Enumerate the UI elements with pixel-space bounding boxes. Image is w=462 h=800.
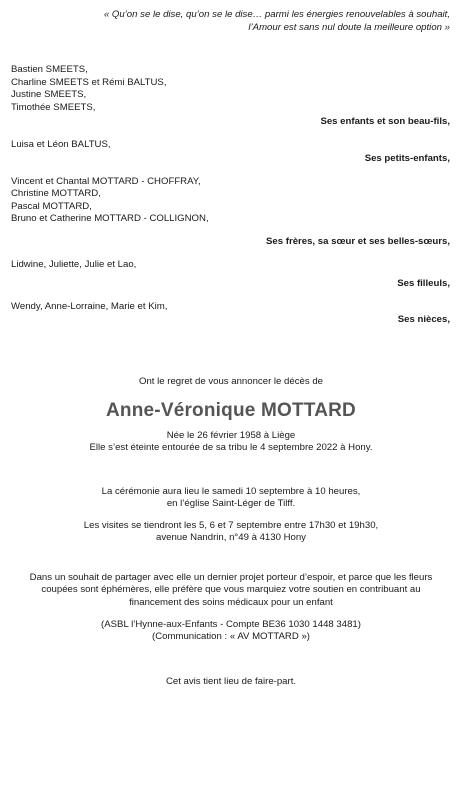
birth-line: Née le 26 février 1958 à Liège [166,430,296,441]
ceremony-line-1: La cérémonie aura lieu le samedi 10 septembre à 10 heures, [101,486,361,497]
godchildren-relation: Ses filleuls, [397,278,450,289]
death-line: Elle s’est éteinte entourée de sa tribu le 4 septembre 2022 à Hony. [89,442,373,454]
grandchildren-names: Luisa et Léon BALTUS, [11,139,111,150]
wish-line-1: Dans un souhait de partager avec elle un dernier projet porteur d’espoir, et parce que les fleurs [29,572,433,583]
quote-line-2: l’Amour est sans nul doute la meilleure option » [248,21,450,33]
opening-quote [10,9,450,34]
sibling-name-2: Christine MOTTARD, [11,188,101,199]
donation-account: (ASBL l’Hynne-aux-Enfants - Compte BE36 1030 1448 3481) [101,619,361,630]
visits-line-1: Les visites se tiendront les 5, 6 et 7 septembre entre 17h30 et 19h30, [83,520,379,531]
announcement-dates [0,430,462,455]
children-name-1: Bastien SMEETS, [11,64,88,75]
sibling-name-4: Bruno et Catherine MOTTARD - COLLIGNON, [11,213,209,224]
children-name-2: Charline SMEETS et Rémi BALTUS, [11,77,167,88]
quote-line-1: « Qu’on se le dise, qu’on se le dise… parmi les énergies renouvelables à souhait, [103,9,450,20]
donation-communication: (Communication : « AV MOTTARD ») [152,631,310,643]
nieces-relation: Ses nièces, [397,314,450,325]
sibling-name-1: Vincent et Chantal MOTTARD - CHOFFRAY, [11,176,201,187]
sibling-name-3: Pascal MOTTARD, [11,201,92,212]
ceremony-line-2: en l’église Saint-Léger de Tilff. [166,498,296,510]
nieces-names: Wendy, Anne-Lorraine, Marie et Kim, [11,301,168,312]
visits-info [0,520,462,545]
donation-wish [0,572,462,609]
ceremony-info [0,486,462,511]
siblings-relation: Ses frères, sa sœur et ses belles-sœurs, [266,236,450,247]
wish-line-2: coupées sont éphémères, elle préfère que vous marquiez votre soutien en contribuant au [41,584,421,596]
children-name-4: Timothée SMEETS, [11,102,96,113]
deceased-name: Anne-Véronique MOTTARD [106,400,356,421]
children-name-3: Justine SMEETS, [11,89,87,100]
grandchildren-relation: Ses petits-enfants, [364,153,450,164]
children-relation: Ses enfants et son beau-fils, [320,116,450,127]
wish-line-3: financement des soins médicaux pour un enfant [129,596,333,608]
godchildren-names: Lidwine, Juliette, Julie et Lao, [11,259,137,270]
donation-details [0,619,462,644]
closing-note: Cet avis tient lieu de faire-part. [165,676,297,687]
announcement-intro: Ont le regret de vous annoncer le décès de [139,376,323,387]
visits-line-2: avenue Nandrin, n°49 à 4130 Hony [156,532,306,544]
